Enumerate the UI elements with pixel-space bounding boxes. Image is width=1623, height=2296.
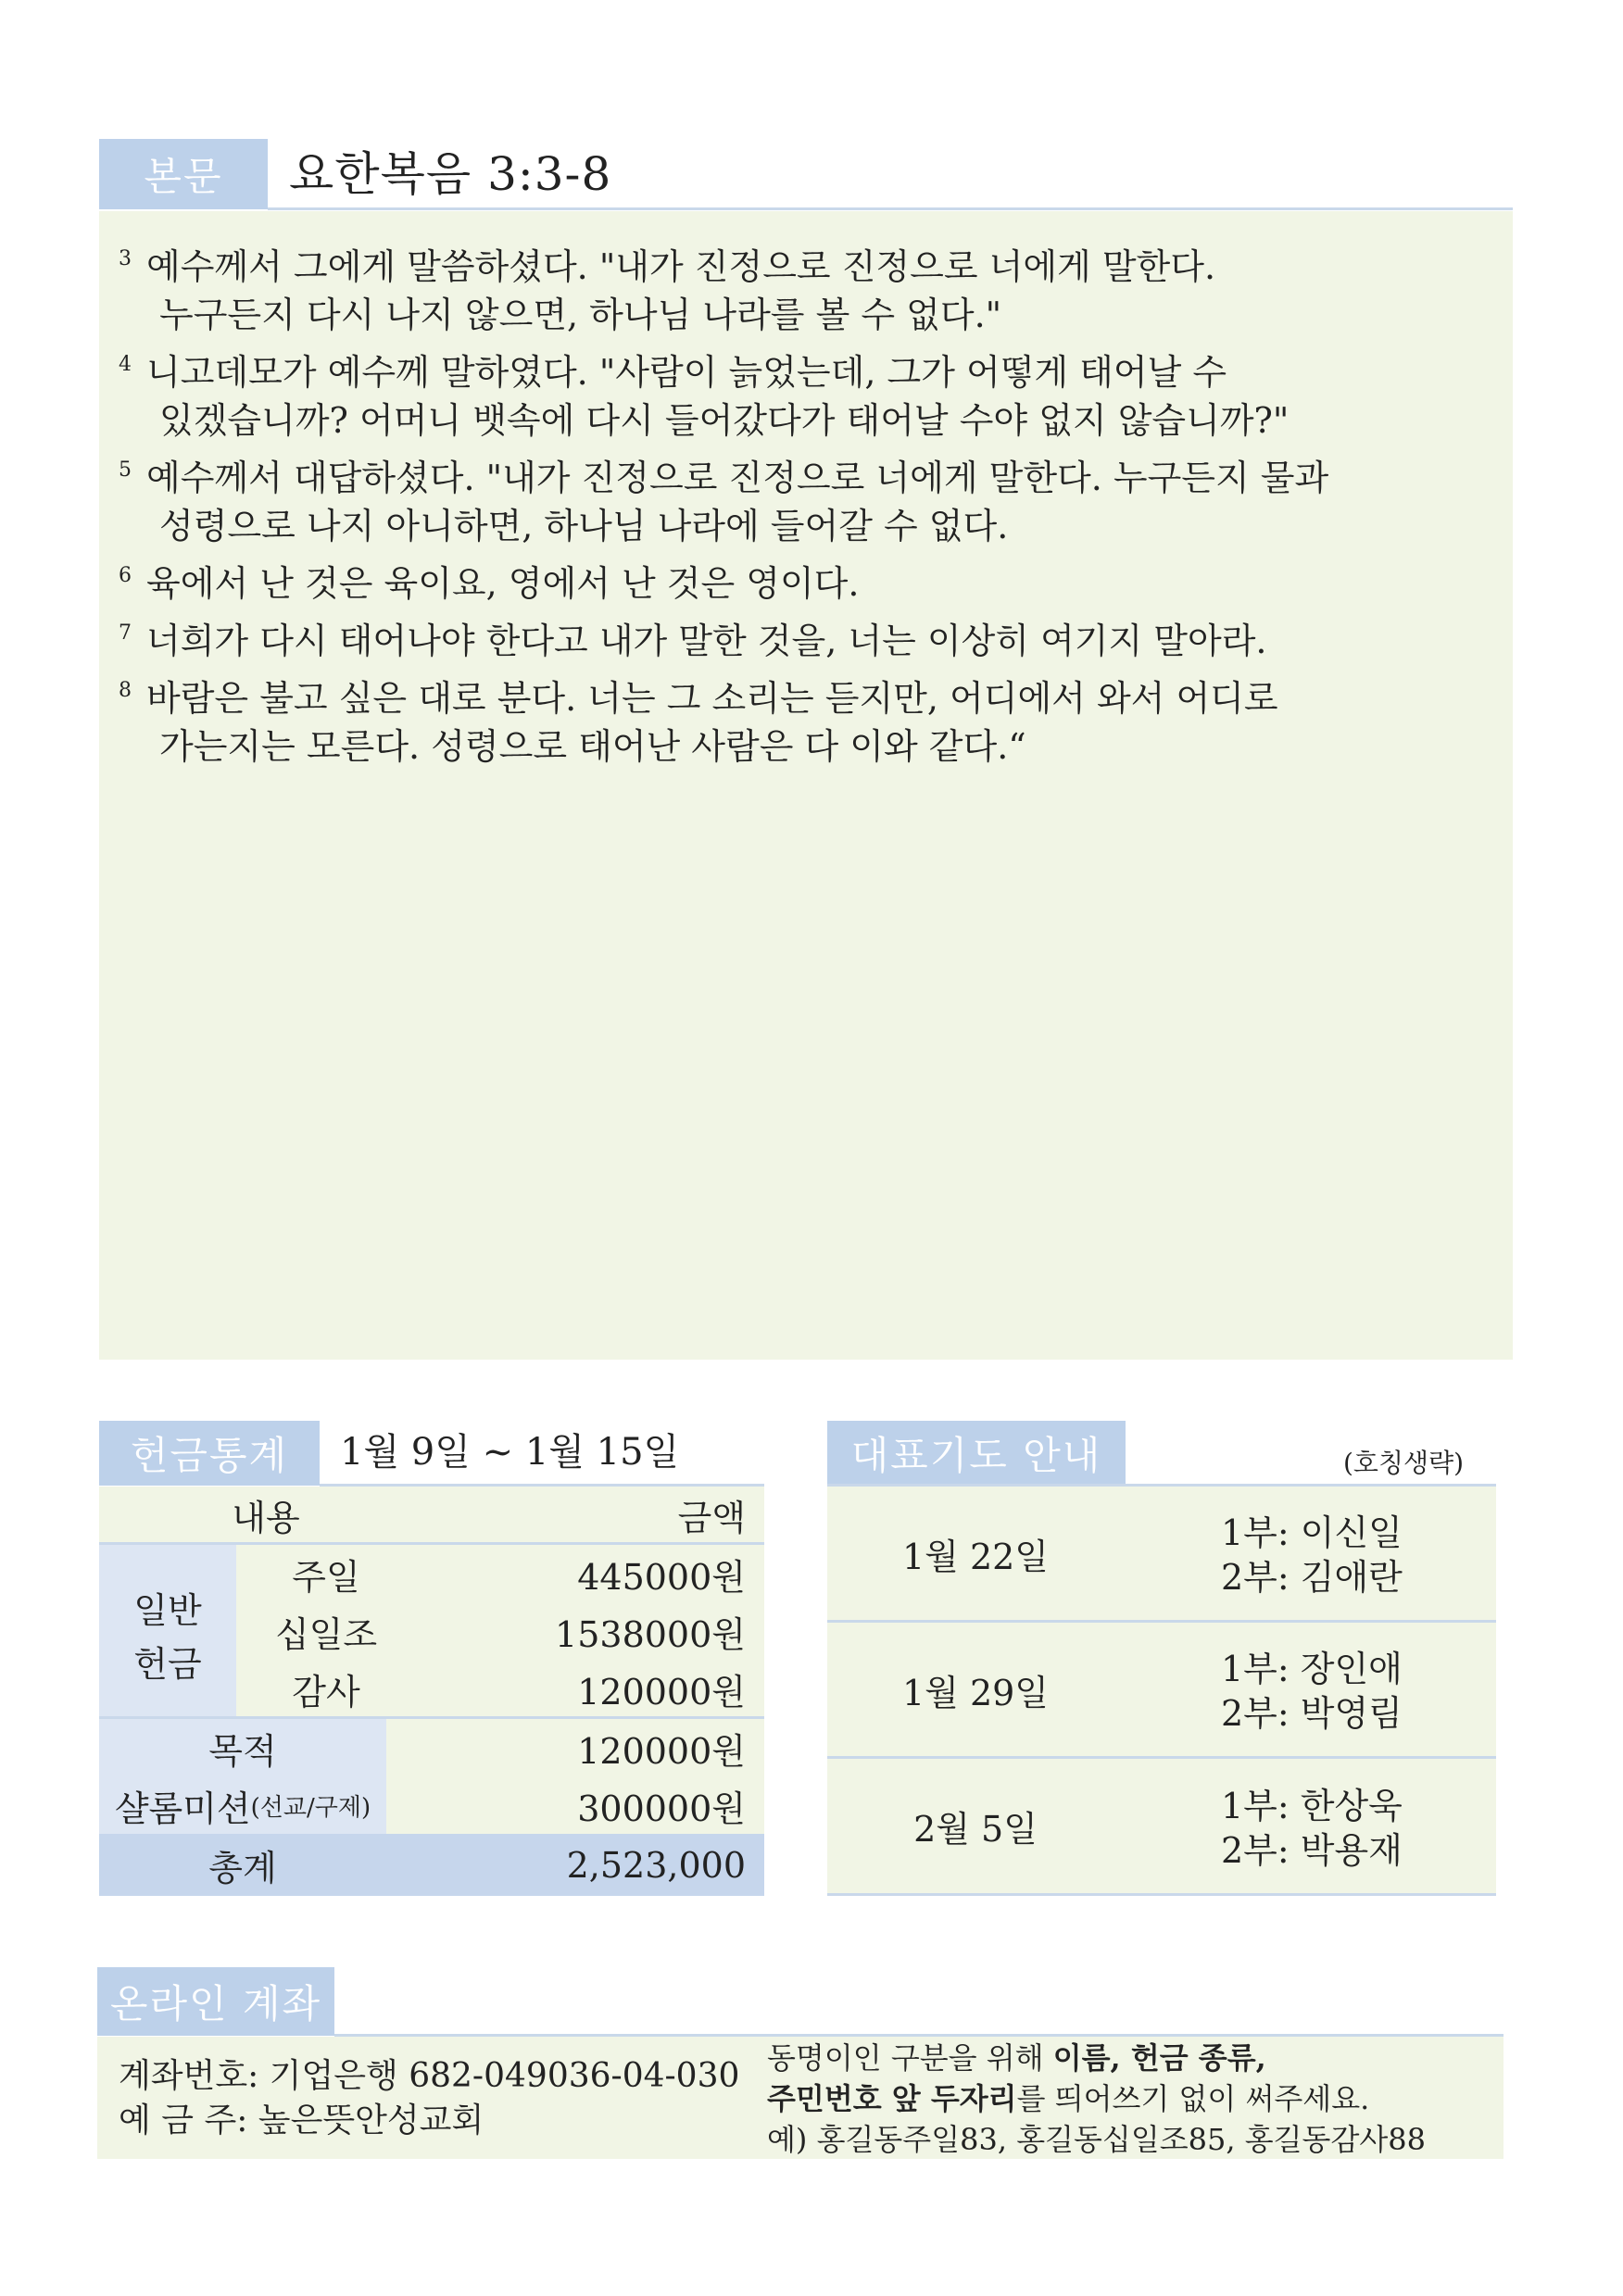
prayer-first: 1부: 이신일 [1221, 1512, 1403, 1553]
verse-text-cont: 가는지는 모른다. 성령으로 태어난 사람은 다 이와 같다.“ [159, 726, 1026, 767]
verse-6 [119, 559, 1490, 608]
account-note-bold1: 이름, 헌금 종류, [1052, 2040, 1266, 2076]
verse-text-cont: 누구든지 다시 나지 않으면, 하나님 나라를 볼 수 없다." [159, 295, 1002, 335]
general-label-1: 일반 [133, 1589, 202, 1631]
verse-text: 바람은 불고 싶은 대로 분다. 너는 그 소리는 듣지만, 어디에서 와서 어디로 [146, 678, 1278, 719]
account-holder: 예 금 주: 높은뜻안성교회 [119, 2102, 484, 2139]
prayer-tag: 대표기도 안내 [827, 1421, 1126, 1486]
verse-8 [119, 674, 1490, 771]
account-note-line2 [767, 2078, 1508, 2119]
verse-number: 7 [119, 621, 132, 645]
account-note [767, 2038, 1508, 2160]
prayer-first: 1부: 한상욱 [1221, 1785, 1403, 1826]
verse-text-cont: 있겠습니까? 어머니 뱃속에 다시 들어갔다가 태어날 수야 없지 않습니까?" [159, 400, 1290, 441]
total-name: 총계 [208, 1848, 277, 1888]
account-note-bold2: 주민번호 앞 두자리 [767, 2081, 1017, 2116]
verse-text: 예수께서 그에게 말씀하셨다. "내가 진정으로 진정으로 너에게 말한다. [146, 246, 1216, 287]
prayer-table [827, 1487, 1496, 1896]
prayer-second: 2부: 김애란 [1221, 1556, 1403, 1598]
verse-number: 8 [119, 679, 132, 702]
verse-5 [119, 454, 1490, 550]
shalom-amount: 300000원 [577, 1788, 746, 1829]
scripture-reference: 요한복음 3:3-8 [289, 147, 612, 201]
verse-7 [119, 617, 1490, 665]
shalom-label: 샬롬미션 [114, 1788, 251, 1829]
general-label-2: 헌금 [133, 1643, 202, 1685]
scripture-tag: 본문 [99, 139, 268, 209]
row-amount: 1538000원 [555, 1613, 746, 1655]
verse-text: 육에서 난 것은 육이요, 영에서 난 것은 영이다. [146, 563, 860, 604]
verse-number: 5 [119, 458, 132, 482]
account-note-line1 [767, 2038, 1508, 2078]
purpose-amount: 120000원 [577, 1730, 746, 1772]
account-tag: 온라인 계좌 [97, 1967, 334, 2036]
verse-4 [119, 348, 1490, 445]
offering-table [99, 1487, 764, 1896]
account-number: 계좌번호: 기업은행 682-049036-04-030 [119, 2057, 740, 2095]
prayer-note: (호칭생략) [1343, 1448, 1465, 1478]
row-name: 주일 [292, 1556, 360, 1598]
verse-text: 너희가 다시 태어나야 한다고 내가 말한 것을, 너는 이상히 여기지 말아라. [146, 621, 1267, 661]
verse-text-cont: 성령으로 나지 아니하면, 하나님 나라에 들어갈 수 없다. [159, 506, 1009, 546]
verse-number: 6 [119, 564, 132, 587]
verse-text: 예수께서 대답하셨다. "내가 진정으로 진정으로 너에게 말한다. 누구든지 물과 [146, 458, 1329, 498]
prayer-date: 2월 5일 [913, 1809, 1038, 1850]
verse-3 [119, 243, 1490, 339]
verse-text: 니고데모가 예수께 말하였다. "사람이 늙었는데, 그가 어떻게 태어날 수 [146, 352, 1227, 393]
row-name: 감사 [292, 1671, 360, 1713]
offering-tag: 헌금통계 [99, 1421, 320, 1486]
prayer-second: 2부: 박영림 [1221, 1692, 1403, 1734]
account-example: 예) 홍길동주일83, 홍길동십일조85, 홍길동감사88 [767, 2122, 1427, 2157]
prayer-date: 1월 29일 [901, 1672, 1050, 1713]
shalom-name [99, 1776, 386, 1834]
row-amount: 445000원 [577, 1556, 746, 1598]
prayer-first: 1부: 장인애 [1221, 1648, 1403, 1689]
verse-list [119, 243, 1490, 780]
purpose-name: 목적 [208, 1730, 277, 1772]
row-name: 십일조 [274, 1613, 378, 1655]
header-amount: 금액 [677, 1497, 746, 1538]
shalom-note: (선교/구제) [250, 1793, 371, 1822]
verse-number: 4 [119, 353, 132, 376]
offering-period: 1월 9일 ~ 1월 15일 [340, 1431, 680, 1474]
account-note-pre: 동명이인 구분을 위해 [767, 2040, 1053, 2076]
prayer-date: 1월 22일 [901, 1536, 1050, 1577]
prayer-second: 2부: 박용재 [1221, 1829, 1403, 1871]
total-amount: 2,523,000 [566, 1844, 746, 1886]
prayer-bottom-line [827, 1893, 1496, 1896]
scripture-divider [268, 207, 1513, 210]
row-amount: 120000원 [577, 1671, 746, 1713]
header-content: 내용 [232, 1497, 300, 1538]
account-note-post: 를 띄어쓰기 없이 써주세요. [1016, 2081, 1370, 2116]
verse-number: 3 [119, 247, 132, 270]
